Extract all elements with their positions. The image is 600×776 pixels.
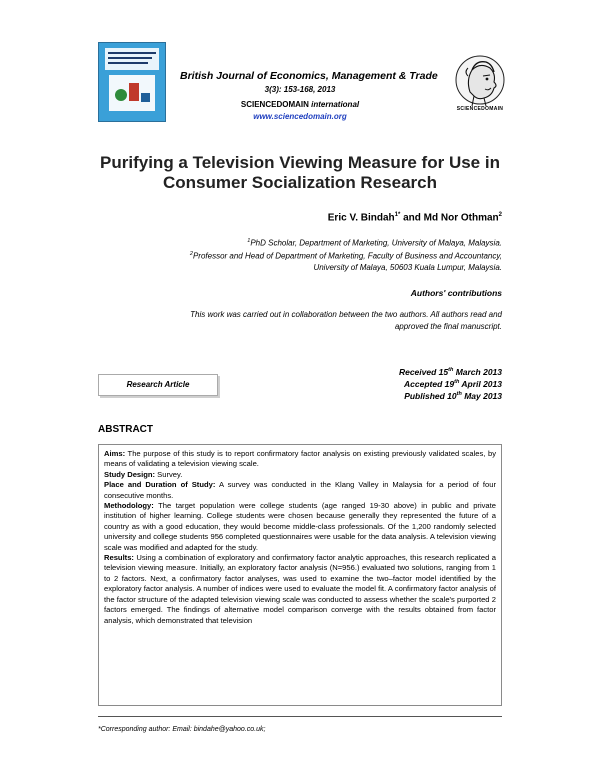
journal-cover-thumbnail	[98, 42, 166, 122]
publisher-website-link[interactable]: www.sciencedomain.org	[253, 112, 347, 121]
contributions-heading: Authors' contributions	[410, 288, 502, 298]
abstract-place: Place and Duration of Study: A survey was conducted in the Klang Valley in Malaysia for a period of four consecutive months.	[104, 480, 496, 500]
journal-name: British Journal of Economics, Management & Trade	[180, 70, 438, 82]
contributions-text: This work was carried out in collaboration between the two authors. All authors read and	[190, 310, 502, 319]
affiliation-2-line-2: University of Malaya, 50603 Kuala Lumpur, Malaysia.	[313, 263, 502, 272]
journal-issue: 3(3): 153-168, 2013	[264, 85, 336, 94]
publisher-logo-text: SCIENCEDOMAIN	[456, 106, 504, 112]
published-date: Published 10th May 2013	[404, 391, 502, 401]
affiliation-1: $^1$PhD Scholar, Department of Marketing, University of Malaya, Malaysia.	[247, 238, 502, 248]
corresponding-author-footnote: *Corresponding author: Email: bindahe@yahoo.co.uk;	[98, 726, 266, 733]
abstract-aims: Aims: The purpose of this study is to report confirmatory factor analysis on existing previously validated scales, by means of validating a television viewing scale.	[104, 449, 496, 469]
article-type-badge: Research Article	[98, 374, 218, 396]
abstract-box	[98, 444, 502, 706]
author-list: Eric V. Bindah$^{1*}$ and Md Nor Othman$^2$	[327, 212, 502, 224]
abstract-results: Results: Using a combination of exploratory and confirmatory factor analytic approaches, this research replicated a television viewing measure. Initially, an exploratory factor analysis (N=956.) evaluated two solutions, ranging from 1 to 2 factors. Next, a confirmatory factor analyses, was used to examine the two–factor model identified by the exploratory factor analysis. A number of indices were used to evaluate the model fit. A confirmatory factor analysis of the factor structure of the adapted television viewing scale was conducted to assess whether the scale's purported 2 factors emerged. The findings of alternative model comparison converge with the results obtained from factor analysis, which demonstrated that television	[104, 553, 496, 625]
abstract-design: Study Design: Survey.	[104, 469, 183, 479]
contributions-text-line-2: approved the final manuscript.	[394, 322, 502, 331]
publisher-name: SCIENCEDOMAIN international	[240, 100, 360, 109]
accepted-date: Accepted 19th April 2013	[404, 379, 502, 389]
publisher-logo-icon	[452, 52, 508, 114]
abstract-methodology: Methodology: The target population were college students (age ranged 19-30 above) in public and private institution of higher learning. College students were chosen because generally they represented the future of a country as with a good education, they would become middle-class professionals. Of the 1,200 randomly selected university and college students 956 completed questionnaires were usable for the data analysis. A television viewing scale was modified and adapted for the study.	[104, 501, 496, 552]
received-date: Received 15th March 2013	[398, 367, 502, 377]
affiliation-2: $^2$Professor and Head of Department of Marketing, Faculty of Business and Accountancy,	[189, 251, 502, 261]
author-1: Eric V. Bindah	[327, 212, 395, 224]
author-2: Md Nor Othman	[423, 212, 499, 224]
footnote-divider	[98, 716, 502, 717]
article-title: Purifying a Television Viewing Measure for Use in Consumer Socialization Research	[100, 153, 500, 192]
abstract-heading: ABSTRACT	[98, 424, 153, 435]
